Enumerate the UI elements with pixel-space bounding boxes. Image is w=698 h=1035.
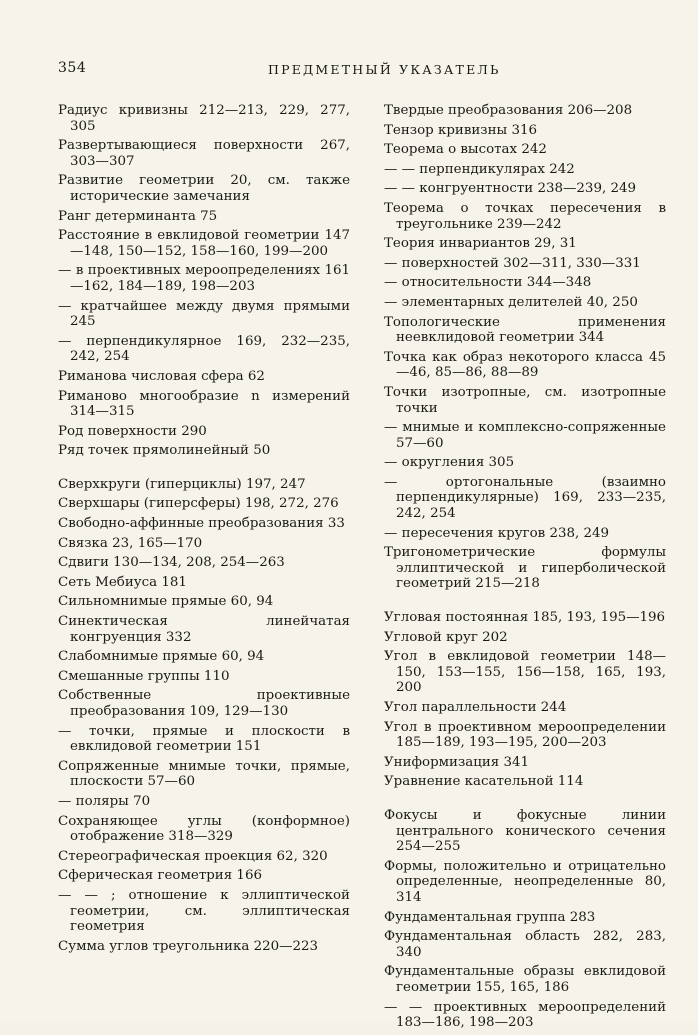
index-entry: — в проективных мероопределениях 161—162, 184—189, 198—203 <box>58 263 350 294</box>
index-entry: Теорема о точках пересечения в треугольнике 239—242 <box>384 200 666 232</box>
index-entry: Формы, положительно и отрицательно определенные, неопределенные 80, 314 <box>384 858 666 905</box>
index-entry: Смешанные группы 110 <box>58 668 230 684</box>
index-entry: Сферическая геометрия 166 <box>58 868 262 884</box>
index-entry: Точки изотропные, см. изотропные точки <box>384 384 666 416</box>
index-entry: Сохраняющее углы (конформное) отображение 318—329 <box>58 813 350 845</box>
index-entry: Угол в проективном мероопределении 185—189, 193—195, 200—203 <box>384 719 666 751</box>
index-entry: Свободно-аффинные преобразования 33 <box>58 516 345 532</box>
index-entry: — ортогональные (взаимно перпендикулярные) 169, 233—235, 242, 254 <box>384 474 666 522</box>
index-entry: — — конгруентности 238—239, 249 <box>384 181 637 197</box>
index-column-left <box>58 103 350 958</box>
page-header <box>58 60 658 80</box>
index-entry: Риманово многообразие n измерений 314—315 <box>58 388 350 420</box>
index-entry: — — ; отношение к эллиптической геометрии, см. эллиптическая геометрия <box>58 887 350 935</box>
index-entry: Сеть Мебиуса 181 <box>58 574 187 590</box>
index-entry: — пересечения кругов 238, 249 <box>384 525 610 541</box>
index-entry: — мнимые и комплексно-сопряженные 57—60 <box>384 420 666 451</box>
index-entry: Фокусы и фокусные линии центрального конического сечения 254—255 <box>384 807 666 855</box>
index-entry: — поверхностей 302—311, 330—331 <box>384 255 641 271</box>
index-entry: — поляры 70 <box>58 793 151 809</box>
index-entry: Твердые преобразования 206—208 <box>384 103 633 118</box>
index-entry: Фундаментальная группа 283 <box>384 909 596 925</box>
index-entry: Точка как образ некоторого класса 45—46, 85—86, 88—89 <box>384 349 666 381</box>
index-entry: Развертывающиеся поверхности 267, 303—307 <box>58 138 350 169</box>
index-entry: Ранг детерминанта 75 <box>58 208 218 224</box>
index-column-right <box>384 103 666 1035</box>
index-entry: Связка 23, 165—170 <box>58 535 203 551</box>
section-gap <box>384 596 666 610</box>
index-entry: — перпендикулярное 169, 232—235, 242, 254 <box>58 333 350 365</box>
index-entry: Риманова числовая сфера 62 <box>58 368 265 384</box>
index-entry: Теорема о высотах 242 <box>384 142 547 158</box>
running-title: ПРЕДМЕТНЫЙ УКАЗАТЕЛЬ <box>268 62 501 77</box>
index-entry: Сверхкруги (гиперциклы) 197, 247 <box>58 476 306 492</box>
index-entry: — — проективных мероопределений 183—186, 198—203 <box>384 999 666 1031</box>
index-entry: Угловая постоянная 185, 193, 195—196 <box>384 610 666 626</box>
index-entry: Тензор кривизны 316 <box>384 122 538 138</box>
index-entry: Теория инвариантов 29, 31 <box>384 236 577 252</box>
section-gap <box>58 463 350 477</box>
index-entry: Ряд точек прямолинейный 50 <box>58 443 271 459</box>
index-entry: Униформизация 341 <box>384 754 530 770</box>
index-entry: Сильномнимые прямые 60, 94 <box>58 594 274 610</box>
index-entry: Сдвиги 130—134, 208, 254—263 <box>58 555 285 571</box>
index-entry: — кратчайшее между двумя прямыми 245 <box>58 298 350 330</box>
index-entry: Уравнение касательной 114 <box>384 774 584 790</box>
index-entry: Синектическая линейчатая конгруенция 332 <box>58 614 350 645</box>
section-gap <box>384 794 666 808</box>
index-entry: Слабомнимые прямые 60, 94 <box>58 649 265 665</box>
index-entry: Угол параллельности 244 <box>384 700 567 715</box>
index-entry: Фундаментальные образы евклидовой геометрии 155, 165, 186 <box>384 964 666 995</box>
index-entry: Угол в евклидовой геометрии 148—150, 153—155, 156—158, 165, 193, 200 <box>384 649 666 696</box>
index-entry: Сопряженные мнимые точки, прямые, плоскости 57—60 <box>58 758 350 790</box>
index-entry: — округления 305 <box>384 455 515 471</box>
index-entry: Угловой круг 202 <box>384 629 508 645</box>
index-entry: Радиус кривизны 212—213, 229, 277, 305 <box>58 103 350 134</box>
index-entry: Стереографическая проекция 62, 320 <box>58 848 328 864</box>
index-entry: Сверхшары (гиперсферы) 198, 272, 276 <box>58 496 339 512</box>
index-entry: — — перпендикулярах 242 <box>384 161 575 177</box>
page-number: 354 <box>58 60 87 76</box>
index-entry: — точки, прямые и плоскости в евклидовой геометрии 151 <box>58 723 350 755</box>
index-entry: Расстояние в евклидовой геометрии 147—148, 150—152, 158—160, 199—200 <box>58 228 350 259</box>
index-entry: Фундаментальная область 282, 283, 340 <box>384 929 666 960</box>
index-entry: Сумма углов треугольника 220—223 <box>58 938 319 954</box>
index-entry: Собственные проективные преобразования 109, 129—130 <box>58 688 350 719</box>
index-entry: Род поверхности 290 <box>58 423 207 439</box>
index-entry: — элементарных делителей 40, 250 <box>384 294 638 310</box>
index-entry: Развитие геометрии 20, см. также исторические замечания <box>58 173 350 204</box>
index-entry: Топологические применения неевклидовой геометрии 344 <box>384 314 666 346</box>
index-entry: — относительности 344—348 <box>384 275 592 291</box>
index-entry: Тригонометрические формулы эллиптической и гиперболической геометрий 215—218 <box>384 545 666 592</box>
